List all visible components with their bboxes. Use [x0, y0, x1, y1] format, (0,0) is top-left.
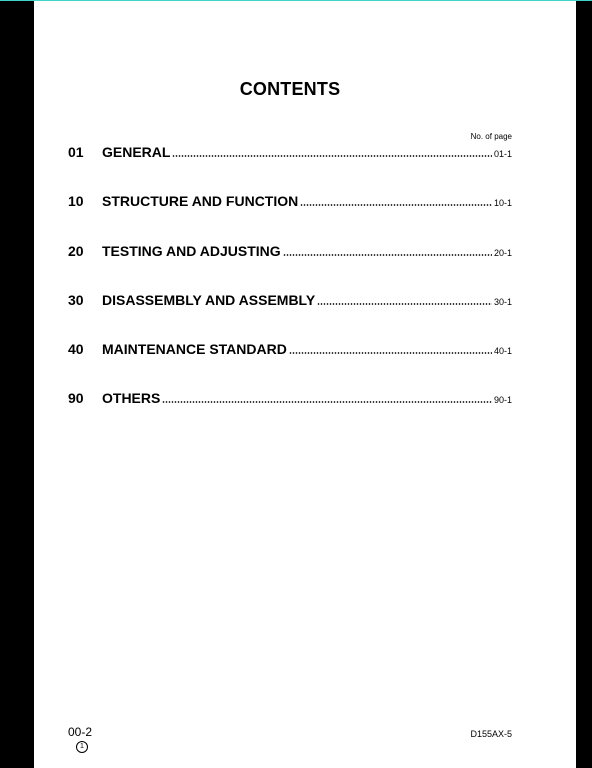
toc-leader-dots [283, 254, 492, 256]
toc-entry-testing-and-adjusting[interactable] [68, 241, 512, 259]
toc-leader-dots [162, 401, 492, 403]
toc-entry-title: DISASSEMBLY AND ASSEMBLY [102, 292, 316, 308]
toc-leader-dots [172, 155, 492, 157]
toc-entry-page: 40-1 [493, 346, 512, 356]
revision-mark-icon: 1 [76, 741, 88, 753]
footer-model-code: D155AX-5 [470, 729, 512, 739]
toc-entry-number: 30 [68, 292, 84, 308]
toc-entry-page: 90-1 [493, 395, 512, 405]
toc-entry-number: 20 [68, 243, 84, 259]
toc-entry-structure-and-function[interactable] [68, 191, 512, 209]
page-title: CONTENTS [239, 79, 341, 99]
footer-page-number: 00-2 [68, 725, 93, 739]
table-of-contents [34, 1, 576, 501]
toc-entry-page: 10-1 [493, 198, 512, 208]
toc-entry-number: 40 [68, 341, 84, 357]
toc-entry-title: TESTING AND ADJUSTING [102, 243, 281, 259]
toc-entry-maintenance-standard[interactable] [68, 339, 512, 357]
toc-leader-dots [300, 204, 492, 206]
page-column-label: No. of page [470, 132, 512, 141]
toc-entry-title: OTHERS [102, 390, 161, 406]
toc-entry-title: GENERAL [102, 144, 171, 160]
toc-entry-others[interactable] [68, 388, 512, 406]
toc-entry-disassembly-and-assembly[interactable] [68, 290, 512, 308]
toc-entry-title: MAINTENANCE STANDARD [102, 341, 287, 357]
toc-entry-title: STRUCTURE AND FUNCTION [102, 193, 299, 209]
toc-entry-number: 90 [68, 390, 84, 406]
toc-leader-dots [317, 303, 492, 305]
toc-leader-dots [289, 352, 492, 354]
document-page [34, 1, 576, 768]
toc-entry-number: 10 [68, 193, 84, 209]
toc-entry-page: 01-1 [493, 149, 512, 159]
toc-entry-number: 01 [68, 144, 84, 160]
toc-entry-general[interactable] [68, 142, 512, 160]
toc-entry-page: 20-1 [493, 248, 512, 258]
toc-entry-page: 30-1 [493, 297, 512, 307]
